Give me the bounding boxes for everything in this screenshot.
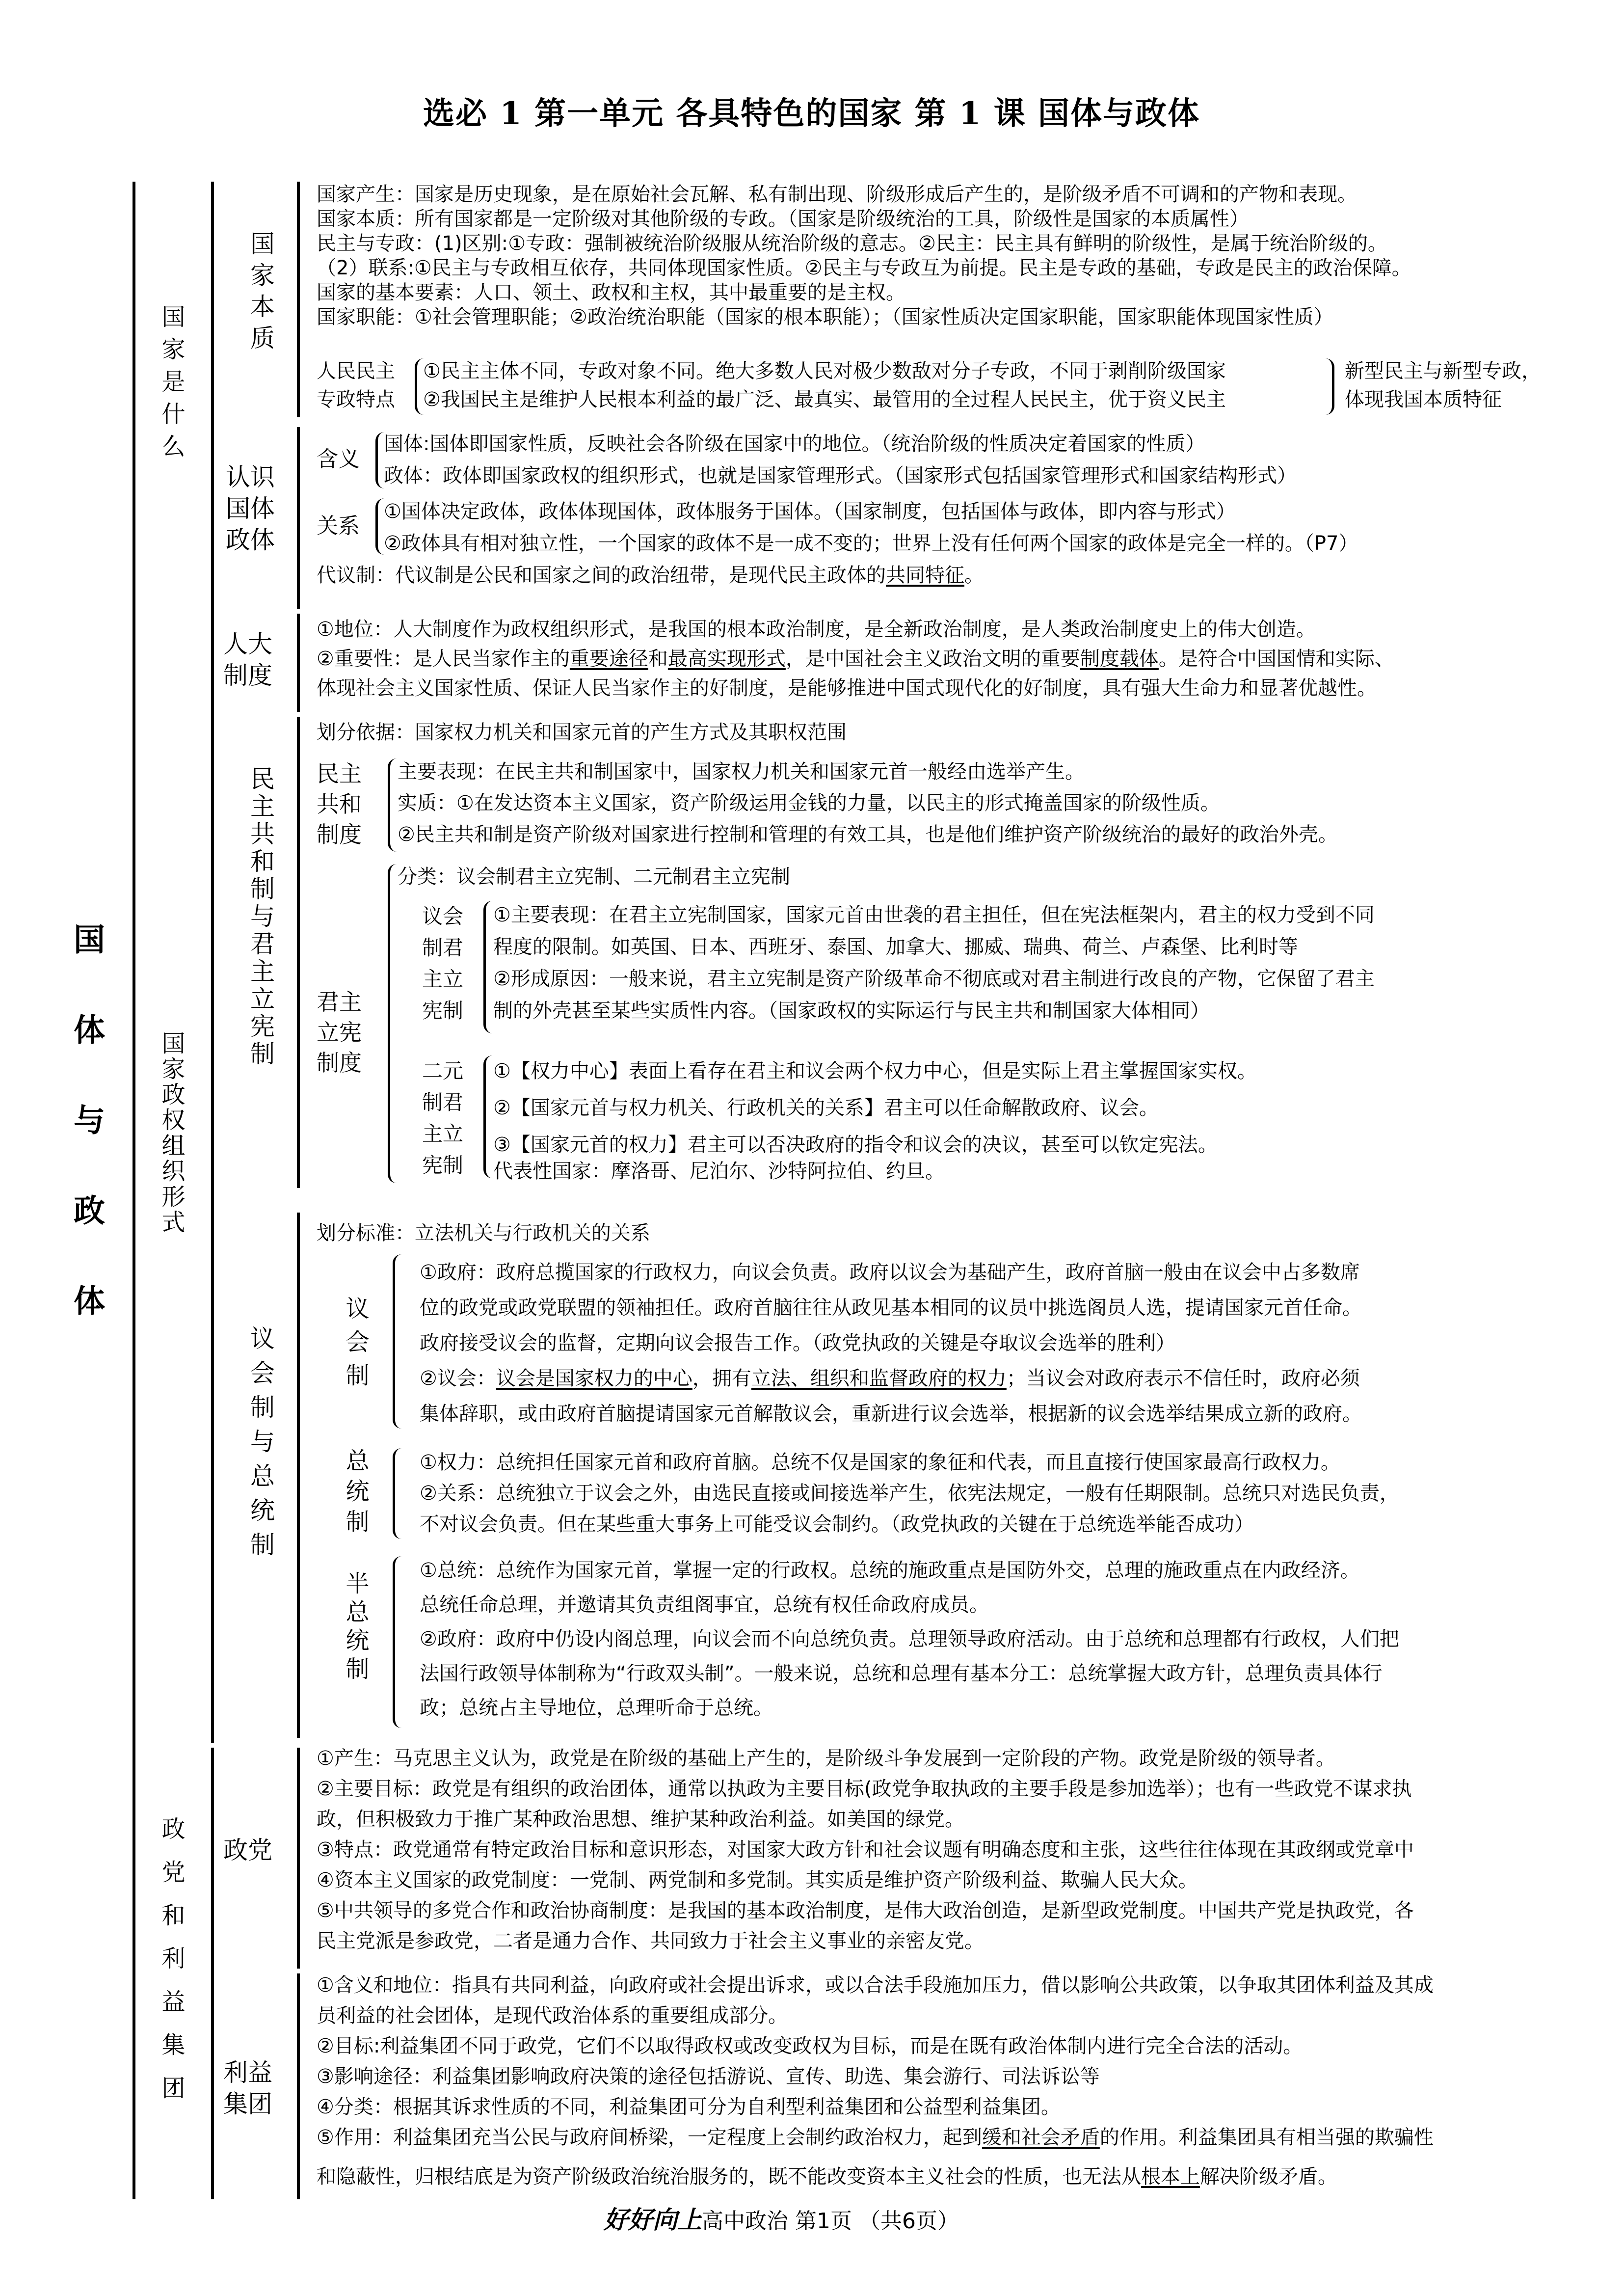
monarchy-brace: [388, 864, 397, 1183]
rep-mon-basis: 划分依据：国家权力机关和国家元首的产生方式及其职权范围: [317, 721, 847, 744]
meaning-label: 含义: [317, 447, 360, 472]
section-label-organization-form: 国家政权组织形式: [158, 1031, 185, 1235]
parl-pres-standard: 划分标准：立法机关与行政机关的关系: [317, 1222, 650, 1244]
people-democracy-item: ①民主主体不同，专政对象不同。绝大多数人民对极少数敌对分子专政，不同于剥削阶级国家: [423, 360, 1226, 382]
interest-line: ④分类：根据其诉求性质的不同，利益集团可分为自利型利益集团和公益型利益集团。: [317, 2096, 1061, 2118]
republic-line: ②民主共和制是资产阶级对国家进行控制和管理的有效工具，也是他们维护资产阶级统治的最好的政治外壳。: [398, 823, 1338, 846]
label-state-essence: 国家本质: [246, 231, 275, 356]
label-republic-text: 民主共和制度: [317, 760, 362, 848]
interest-line: 员利益的社会团体，是现代政治体系的重要组成部分。: [317, 2004, 788, 2027]
npc-line2-a: ②重要性：是人民当家作主的: [317, 648, 570, 670]
label-interest-group: [223, 2057, 282, 2120]
semi-presidential-line: ②政府：政府中仍设内阁总理，向议会而不向总统负责。总理领导政府活动。由于总统和总理都有行政权，人们把: [420, 1628, 1399, 1650]
level3-line-parl-pres: [297, 1213, 300, 1738]
label-party: 政党: [223, 1836, 272, 1864]
parliament-underline-1: 议会是国家权力的中心: [496, 1367, 692, 1390]
representative-prefix: 代议制：代议制是公民和国家之间的政治纽带，是现代民主政体的: [317, 564, 886, 587]
semi-presidential-brace: [393, 1556, 402, 1728]
level3-line-interest: [297, 1973, 300, 2199]
parliament-line4-a: ②议会：: [420, 1367, 496, 1390]
parliament-underline-2: 立法、组织和监督政府的权力: [751, 1367, 1007, 1390]
party-line: ⑤中共领导的多党合作和政治协商制度：是我国的基本政治制度，是伟大政治创造，是新型政党制度。中国共产党是执政党，各: [317, 1899, 1414, 1922]
interest-line6-a: ⑤作用：利益集团充当公民与政府间桥梁，一定程度上会制约政治权力，起到: [317, 2126, 982, 2149]
label-dual-monarchy-text: 二元制君主立宪制: [422, 1059, 464, 1177]
label-interest-group-text: 利益集团: [223, 2058, 272, 2118]
semi-presidential-line: 法国行政领导体制称为“行政双头制”。一般来说，总统和总理有基本分工：总统掌握大政方针，总理负责具体行: [420, 1662, 1383, 1685]
essence-line: 国家职能：①社会管理职能；②政治统治职能（国家的根本职能）；（国家性质决定国家职能，国家职能体现国家性质）: [317, 306, 1333, 328]
parliamentary-monarchy-line: ②形成原因：一般来说，君主立宪制是资产阶级革命不彻底或对君主制进行改良的产物，它保留了君主: [493, 968, 1375, 990]
label-dual-monarchy: [422, 1055, 471, 1181]
parliamentary-line: 集体辞职，或由政府首脑提请国家元首解散议会，重新进行议会选举，根据新的议会选举结果成立新的政府。: [420, 1403, 1362, 1425]
footer-text: 高中政治 第1页 （共6页）: [702, 2209, 959, 2234]
people-democracy-summary: 新型民主与新型专政，: [1345, 360, 1541, 382]
representative-line: [317, 564, 984, 587]
people-democracy-right-brace: [1325, 358, 1334, 415]
people-democracy-label: 专政特点: [317, 388, 395, 411]
parliamentary-monarchy-brace: [483, 901, 493, 1033]
parliamentary-line: [420, 1367, 1360, 1390]
root-brace-line: [133, 182, 135, 2199]
semi-presidential-line: 总统任命总理，并邀请其负责组阁事宜，总统有权任命政府成员。: [420, 1594, 989, 1616]
monarchy-classification: 分类：议会制君主立宪制、二元制君主立宪制: [398, 865, 790, 888]
essence-line: 国家的基本要素：人口、领土、政权和主权，其中最重要的是主权。: [317, 281, 905, 304]
parliament-line4-c: ；当议会对政府表示不信任时，政府必须: [1006, 1367, 1360, 1390]
dual-monarchy-line: 代表性国家：摩洛哥、尼泊尔、沙特阿拉伯、约旦。: [493, 1160, 945, 1183]
npc-line: ①地位：人大制度作为政权组织形式，是我国的根本政治制度，是全新政治制度，是人类政治制度史上的伟大创造。: [317, 618, 1316, 641]
interest-line7-a: 和隐蔽性，归根结底是为资产阶级政治统治服务的，既不能改变资本主义社会的性质，也无法从: [317, 2165, 1141, 2188]
parliamentary-line: ①政府：政府总揽国家的行政权力，向议会负责。政府以议会为基础产生，政府首脑一般由在议会中占多数席: [420, 1261, 1360, 1284]
level2-line-1: [211, 182, 214, 623]
people-democracy-item: ②我国民主是维护人民根本利益的最广泛、最真实、最管用的全过程人民民主，优于资义民主: [423, 388, 1226, 411]
interest-line6-b: 的作用。利益集团具有相当强的欺骗性: [1099, 2126, 1434, 2149]
semi-presidential-line: 政；总统占主导地位，总理听命于总统。: [420, 1697, 773, 1719]
dual-monarchy-line: ②【国家元首与权力机关、行政机关的关系】君主可以任命解散政府、议会。: [493, 1097, 1159, 1119]
page-footer: [604, 2200, 959, 2236]
npc-underline-1: 重要途径: [569, 648, 648, 670]
party-line: ②主要目标：政党是有组织的政治团体，通常以执政为主要目标(政党争取执政的主要手段是参加选举）；也有一些政党不谋求执: [317, 1778, 1412, 1800]
presidential-line: 不对议会负责。但在某些重大事务上可能受议会制约。（政党执政的关键在于总统选举能否成功）: [420, 1513, 1254, 1536]
page-title: 选必 1 第一单元 各具特色的国家 第 1 课 国体与政体: [423, 95, 1200, 132]
relation-line: ①国体决定政体，政体体现国体，政体服务于国体。（国家制度，包括国体与政体，即内容与形式）: [384, 500, 1236, 523]
label-npc-text: 人大制度: [223, 630, 272, 690]
party-line: ①产生：马克思主义认为，政党是在阶级的基础上产生的，是阶级斗争发展到一定阶段的产物。政党是阶级的领导者。: [317, 1747, 1335, 1770]
people-democracy-label: 人民民主: [317, 360, 395, 382]
level2-line-3: [211, 1748, 214, 2199]
semi-presidential-line: ①总统：总统作为国家元首，掌握一定的行政权。总统的施政重点是国防外交，总理的施政重点在内政经济。: [420, 1559, 1360, 1582]
section-label-parties-groups: 政党和利益集团: [158, 1816, 185, 2119]
npc-line2-b: 和: [648, 648, 668, 670]
npc-line: [317, 647, 1394, 671]
interest-line: ①含义和地位：指具有共同利益，向政府或社会提出诉求，或以合法手段施加压力，借以影响公共政策，以争取其团体利益及其成: [317, 1974, 1434, 1997]
label-semi-presidential: 半总统制: [342, 1571, 369, 1685]
essence-line: 国家产生：国家是历史现象，是在原始社会瓦解、私有制出现、阶级形成后产生的，是阶级矛盾不可调和的产物和表现。: [317, 183, 1357, 206]
dual-monarchy-line: ①【权力中心】表面上看存在君主和议会两个权力中心，但是实际上君主掌握国家实权。: [493, 1060, 1257, 1082]
level3-line-rep-mon: [297, 717, 300, 1188]
label-parliament-president: 议会制与总统制: [246, 1325, 275, 1566]
label-understand-text: 认识国体政体: [226, 463, 275, 554]
root-label: 国体与政体: [68, 923, 105, 1375]
interest-underline-2: 根本上: [1141, 2165, 1200, 2188]
label-monarchy-text: 君主立宪制度: [317, 989, 362, 1076]
level3-line-party: [297, 1748, 300, 1969]
interest-line: [317, 2126, 1434, 2149]
label-presidential: 总统制: [342, 1448, 369, 1540]
presidential-line: ①权力：总统担任国家元首和政府首脑。总统不仅是国家的象征和代表，而且直接行使国家最高行政权力。: [420, 1451, 1340, 1474]
party-line: 民主党派是参政党，二者是通力合作、共同致力于社会主义事业的亲密友党。: [317, 1930, 984, 1952]
npc-underline-3: 制度载体: [1080, 648, 1159, 670]
parliamentary-brace: [393, 1254, 402, 1429]
republic-line: 主要表现：在民主共和制国家中，国家权力机关和国家元首一般经由选举产生。: [398, 760, 1085, 783]
parliamentary-line: 政府接受议会的监督，定期向议会报告工作。（政党执政的关键是夺取议会选举的胜利）: [420, 1332, 1175, 1354]
interest-line: [317, 2165, 1337, 2188]
relation-label: 关系: [317, 513, 360, 539]
level3-line-understand: [297, 427, 300, 609]
essence-line: 国家本质：所有国家都是一定阶级对其他阶级的专政。（国家是阶级统治的工具，阶级性是国家的本质属性）: [317, 208, 1249, 230]
label-understand: [226, 461, 285, 556]
parliamentary-monarchy-line: ①主要表现：在君主立宪制国家，国家元首由世袭的君主担任，但在宪法框架内，君主的权力受到不同: [493, 904, 1375, 926]
label-parliamentary-monarchy-text: 议会制君主立宪制: [422, 904, 464, 1023]
representative-suffix: 。: [964, 564, 984, 587]
parliamentary-monarchy-line: 程度的限制。如英国、日本、西班牙、泰国、加拿大、挪威、瑞典、荷兰、卢森堡、比利时等: [493, 936, 1298, 958]
npc-line2-d: 。是符合中国国情和实际、: [1158, 648, 1394, 670]
essence-line: （2）联系:①民主与专政相互依存，共同体现国家性质。②民主与专政互为前提。民主是专政的基础，专政是民主的政治保障。: [317, 257, 1411, 279]
footer-brand: 好好向上: [604, 2205, 702, 2234]
label-monarchy: [317, 987, 366, 1078]
representative-underlined: 共同特征: [886, 564, 964, 587]
level3-line-npc: [297, 614, 300, 712]
parliamentary-monarchy-line: 制的外壳甚至某些实质性内容。（国家政权的实际运行与民主共和制国家大体相同）: [493, 999, 1210, 1022]
presidential-line: ②关系：总统独立于议会之外，由选民直接或间接选举产生，依宪法规定，一般有任期限制。总统只对选民负责，: [420, 1482, 1399, 1505]
level2-line-2: [211, 623, 214, 1743]
label-parliamentary-monarchy: [422, 901, 471, 1026]
meaning-line: 政体：政体即国家政权的组织形式，也就是国家管理形式。（国家形式包括国家管理形式和国家结构形式）: [384, 464, 1297, 487]
relation-line: ②政体具有相对独立性，一个国家的政体不是一成不变的；世界上没有任何两个国家的政体是完全一样的。（P7）: [384, 532, 1358, 555]
label-parliamentary: 议会制: [342, 1296, 369, 1396]
npc-line2-c: ，是中国社会主义政治文明的重要: [785, 648, 1080, 670]
interest-underline-1: 缓和社会矛盾: [982, 2126, 1100, 2149]
essence-line: 民主与专政：(1)区别:①专政：强制被统治阶级服从统治阶级的意志。②民主：民主具有鲜明的阶级性，是属于统治阶级的。: [317, 232, 1387, 255]
interest-line: ②目标:利益集团不同于政党，它们不以取得政权或改变政权为目标，而是在既有政治体制内进行完全合法的活动。: [317, 2035, 1303, 2057]
party-line: ③特点：政党通常有特定政治目标和意识形态，对国家大政方针和社会议题有明确态度和主张，这些往往体现在其政纲或党章中: [317, 1838, 1414, 1861]
interest-line: ③影响途径：利益集团影响政府决策的途径包括游说、宣传、助选、集会游行、司法诉讼等: [317, 2065, 1100, 2088]
presidential-brace: [393, 1448, 402, 1539]
parliamentary-line: 位的政党或政党联盟的领袖担任。政府首脑往往从政见基本相同的议员中挑选阁员人选，提请国家元首任命。: [420, 1297, 1362, 1319]
party-line: ④资本主义国家的政党制度：一党制、两党制和多党制。其实质是维护资产阶级利益、欺骗人民大众。: [317, 1869, 1198, 1891]
npc-line: 体现社会主义国家性质、保证人民当家作主的好制度，是能够推进中国式现代化的好制度，具有强大生命力和显著优越性。: [317, 677, 1377, 700]
section-label-what-is-state: 国家是什么: [158, 304, 185, 466]
dual-monarchy-line: ③【国家元首的权力】君主可以否决政府的指令和议会的决议，甚至可以钦定宪法。: [493, 1134, 1218, 1156]
label-republic-monarchy: 民主共和制与君主立宪制: [246, 766, 275, 1068]
level3-line-essence: [297, 182, 300, 417]
label-npc: [223, 628, 282, 691]
republic-brace: [388, 758, 397, 852]
npc-underline-2: 最高实现形式: [667, 648, 786, 670]
parliament-line4-b: ，拥有: [692, 1367, 751, 1390]
dual-monarchy-brace: [483, 1055, 493, 1178]
interest-line7-b: 解决阶级矛盾。: [1200, 2165, 1337, 2188]
people-democracy-summary: 体现我国本质特征: [1345, 388, 1502, 411]
republic-line: 实质：①在发达资本主义国家，资产阶级运用金钱的力量，以民主的形式掩盖国家的阶级性质。: [398, 792, 1220, 814]
party-line: 政，但积极致力于推广某种政治思想、维护某种政治利益。如美国的绿党。: [317, 1808, 964, 1831]
label-republic: [317, 758, 366, 850]
meaning-line: 国体:国体即国家性质，反映社会各阶级在国家中的地位。（统治阶级的性质决定着国家的性质）: [384, 432, 1205, 455]
